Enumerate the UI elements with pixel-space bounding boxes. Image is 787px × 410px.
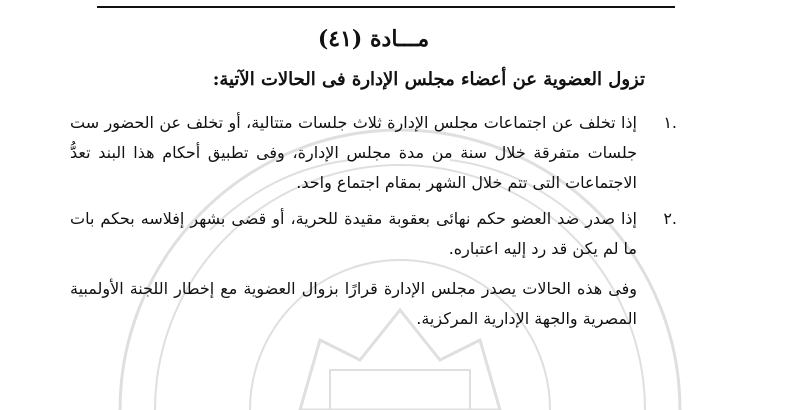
article-section bbox=[70, 12, 677, 334]
top-divider bbox=[97, 6, 675, 8]
list-item-number: .١ bbox=[663, 113, 677, 132]
list-item bbox=[70, 108, 677, 198]
conditions-list bbox=[70, 108, 677, 264]
article-intro: تزول العضوية عن أعضاء مجلس الإدارة فى الحالات الآتية: bbox=[212, 69, 645, 90]
list-item-text: إذا تخلف عن اجتماعات مجلس الإدارة ثلاث جلسات متتالية، أو تخلف عن الحضور ست جلسات متفرقة خلال سنة من مدة مجلس الإدارة، وفى تطبيق أحكام هذا البند تعدُّ الاجتماعات التى تتم خلال الشهر بمقام اجتماع واحد. bbox=[70, 113, 637, 192]
article-title: مـــادة (٤١) bbox=[317, 26, 430, 52]
list-item bbox=[70, 204, 677, 264]
closing-paragraph: وفى هذه الحالات يصدر مجلس الإدارة قرارًا بزوال العضوية مع إخطار اللجنة الأولمبية المصرية والجهة الإدارية المركزية. bbox=[70, 279, 637, 328]
list-item-number: .٢ bbox=[663, 209, 677, 228]
list-item-text: إذا صدر ضد العضو حكم نهائى بعقوبة مقيدة للحرية، أو قضى بشهر إفلاسه بحكم بات ما لم يكن قد رد إليه اعتباره. bbox=[70, 209, 637, 258]
